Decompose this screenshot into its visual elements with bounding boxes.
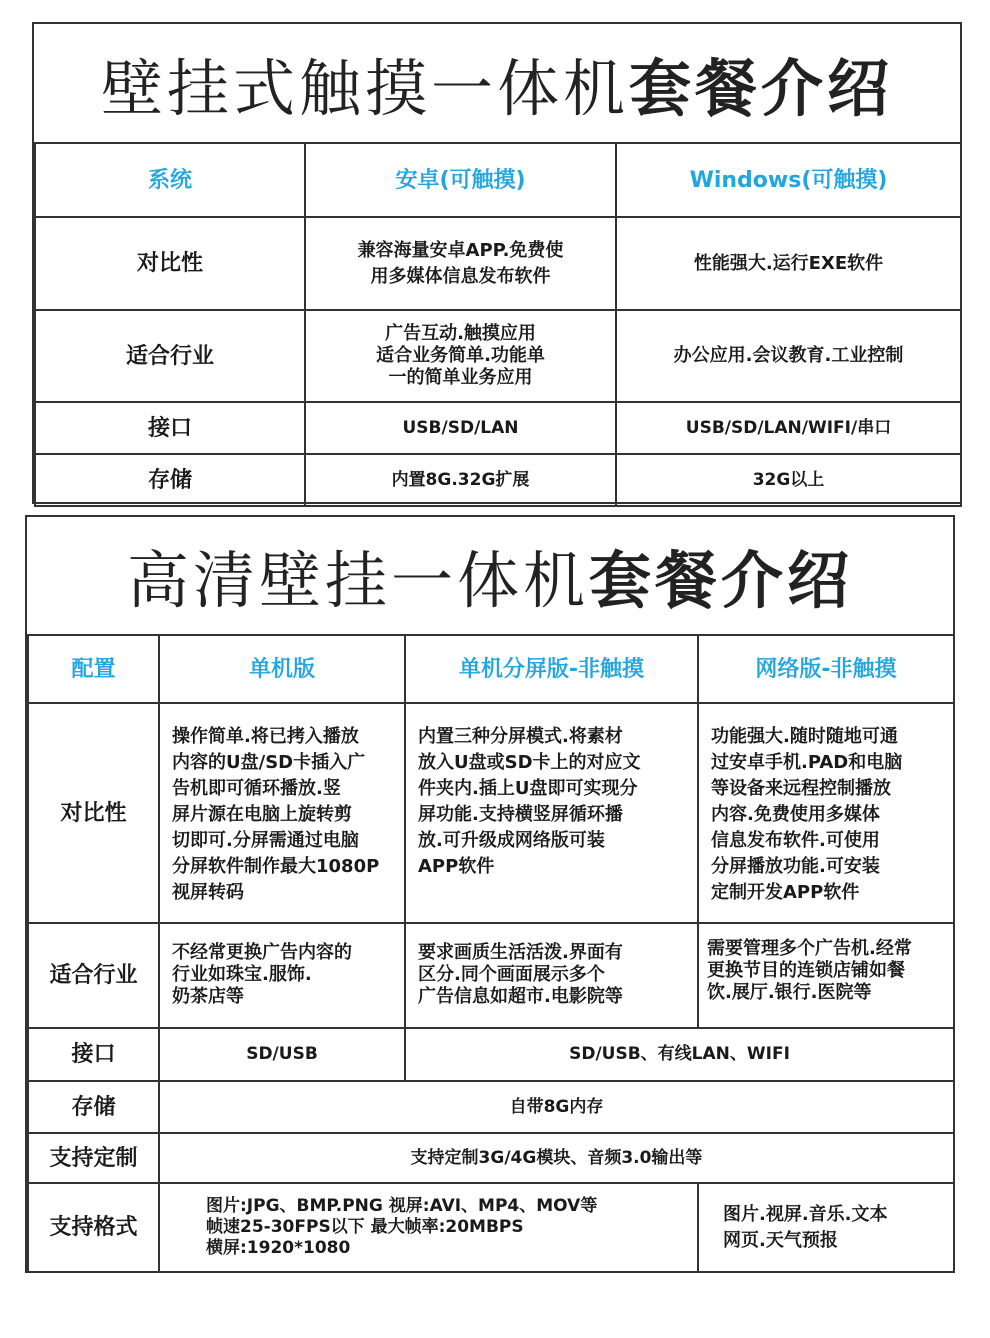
android-windows-touch-panel (32, 22, 962, 504)
cell-split-screen: 内置三种分屏模式.将素材 放入U盘或SD卡上的对应文 件夹内.插上U盘即可实现分 屏功能.支持横竖屏循环播 放.可升级成网络版可装 APP软件 (405, 703, 698, 923)
cell-android: 内置8G.32G扩展 (305, 454, 616, 506)
table-header-row (35, 143, 961, 217)
header-config: 配置 (28, 635, 159, 703)
title-regular: 高清壁挂一体机 (126, 544, 589, 617)
table-row (28, 923, 954, 1028)
table-row (35, 402, 961, 454)
cell-windows: 办公应用.会议教育.工业控制 (616, 310, 961, 402)
header-windows: Windows(可触摸) (616, 143, 961, 217)
hd-wall-mount-panel (25, 515, 955, 1273)
cell-android: 广告互动.触摸应用 适合业务简单.功能单 一的简单业务应用 (305, 310, 616, 402)
header-split-screen: 单机分屏版-非触摸 (405, 635, 698, 703)
table-row (28, 703, 954, 923)
table-header-row (28, 635, 954, 703)
cell-standalone: 操作简单.将已拷入播放 内容的U盘/SD卡插入广 告机即可循环播放.竖 屏片源在电脑上旋转剪 切即可.分屏需通过电脑 分屏软件制作最大1080P 视屏转码 (159, 703, 405, 923)
header-network: 网络版-非触摸 (698, 635, 954, 703)
row-label: 对比性 (35, 217, 305, 310)
cell-windows: 32G以上 (616, 454, 961, 506)
cell-storage: 自带8G内存 (159, 1081, 954, 1133)
cell-windows: 性能强大.运行EXE软件 (616, 217, 961, 310)
cell-split-and-network: SD/USB、有线LAN、WIFI (405, 1028, 954, 1081)
row-label: 接口 (35, 402, 305, 454)
cell-standalone: 不经常更换广告内容的 行业如珠宝.服饰. 奶茶店等 (159, 923, 405, 1028)
table-row (28, 1183, 954, 1272)
row-label: 存储 (35, 454, 305, 506)
cell-network: 需要管理多个广告机.经常 更换节目的连锁店铺如餐 饮.展厅.银行.医院等 (698, 923, 954, 1028)
comparison-table (34, 142, 962, 507)
cell-format-main: 图片:JPG、BMP.PNG 视屏:AVI、MP4、MOV等 帧速25-30FPS以下 最大帧率:20MBPS 横屏:1920*1080 (159, 1183, 698, 1272)
table-row (28, 1081, 954, 1133)
row-label: 适合行业 (35, 310, 305, 402)
row-label: 对比性 (28, 703, 159, 923)
title-bold: 套餐介绍 (589, 544, 854, 617)
table-row (28, 1133, 954, 1183)
panel-title (34, 24, 960, 144)
header-system: 系统 (35, 143, 305, 217)
cell-network: 功能强大.随时随地可通 过安卓手机.PAD和电脑 等设备来远程控制播放 内容.免费使用多媒体 信息发布软件.可使用 分屏播放功能.可安装 定制开发APP软件 (698, 703, 954, 923)
comparison-table (27, 634, 955, 1273)
row-label: 支持定制 (28, 1133, 159, 1183)
row-label: 支持格式 (28, 1183, 159, 1272)
title-bold: 套餐介绍 (629, 51, 894, 125)
table-row (35, 217, 961, 310)
panel-title (27, 517, 953, 636)
cell-android: 兼容海量安卓APP.免费使 用多媒体信息发布软件 (305, 217, 616, 310)
header-android: 安卓(可触摸) (305, 143, 616, 217)
row-label: 接口 (28, 1028, 159, 1081)
header-standalone: 单机版 (159, 635, 405, 703)
table-row (35, 454, 961, 506)
row-label: 存储 (28, 1081, 159, 1133)
cell-windows: USB/SD/LAN/WIFI/串口 (616, 402, 961, 454)
cell-android: USB/SD/LAN (305, 402, 616, 454)
cell-standalone: SD/USB (159, 1028, 405, 1081)
table-row (28, 1028, 954, 1081)
cell-custom: 支持定制3G/4G模块、音频3.0输出等 (159, 1133, 954, 1183)
cell-format-network: 图片.视屏.音乐.文本 网页.天气预报 (698, 1183, 954, 1272)
cell-split-screen: 要求画质生活活泼.界面有 区分.同个画面展示多个 广告信息如超市.电影院等 (405, 923, 698, 1028)
table-row (35, 310, 961, 402)
title-regular: 壁挂式触摸一体机 (100, 51, 629, 125)
row-label: 适合行业 (28, 923, 159, 1028)
